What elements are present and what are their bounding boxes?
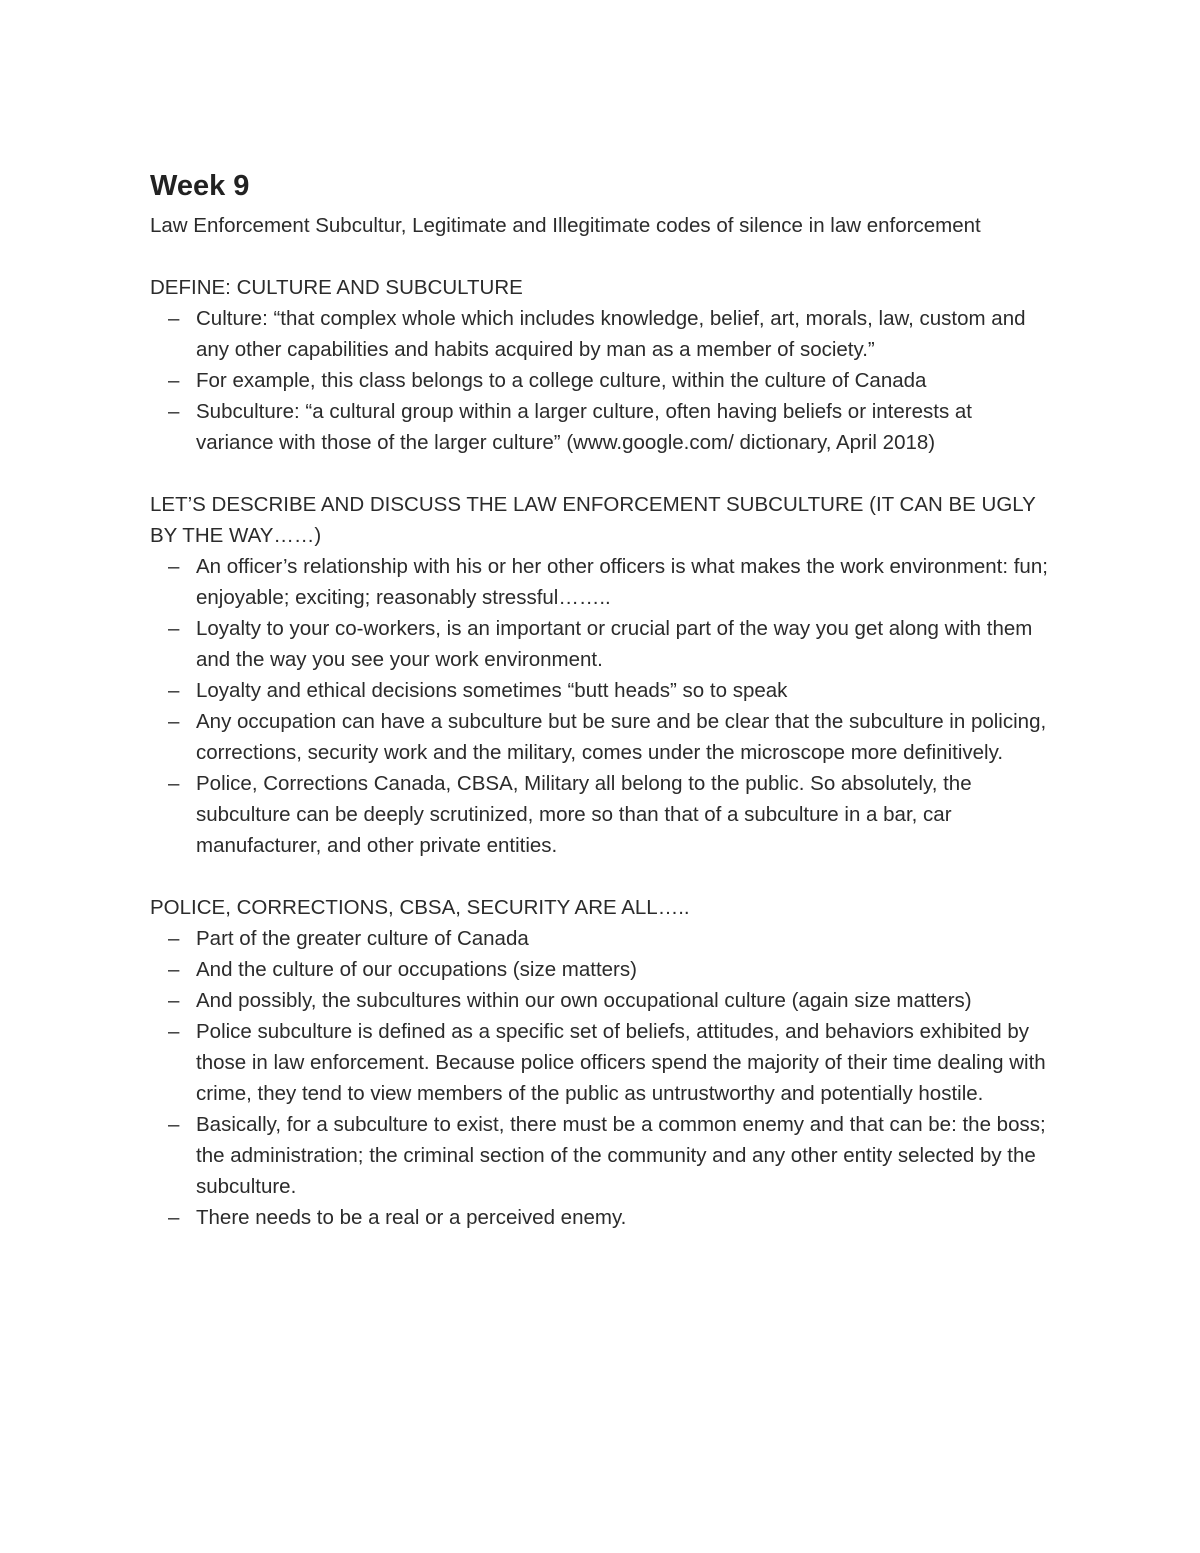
list-item xyxy=(150,1109,1055,1202)
section-heading: LET’S DESCRIBE AND DISCUSS THE LAW ENFORCEMENT SUBCULTURE (IT CAN BE UGLY BY THE WAY……) xyxy=(150,493,1036,547)
list-item-text: For example, this class belongs to a college culture, within the culture of Canada xyxy=(196,369,927,392)
list-item xyxy=(150,923,1055,954)
list-item-text: Any occupation can have a subculture but be sure and be clear that the subculture in policing, corrections, security work and the military, comes under the microscope more definitively. xyxy=(196,710,1047,764)
list-item xyxy=(150,303,1055,365)
section-law-enforcement-subculture xyxy=(150,489,1055,861)
dash-bullet-icon: – xyxy=(168,1206,180,1229)
list-item xyxy=(150,365,1055,396)
list-item xyxy=(150,1016,1055,1109)
dash-bullet-icon: – xyxy=(168,307,180,330)
bullet-list xyxy=(150,923,1055,1233)
bullet-list xyxy=(150,303,1055,458)
dash-bullet-icon: – xyxy=(168,772,180,795)
dash-bullet-icon: – xyxy=(168,369,180,392)
list-item-text: Subculture: “a cultural group within a larger culture, often having beliefs or interests at variance with those of the larger culture” (www.google.com/ dictionary, April 2018) xyxy=(196,400,972,454)
list-item-text: And possibly, the subcultures within our own occupational culture (again size matters) xyxy=(196,989,972,1012)
list-item xyxy=(150,768,1055,861)
list-item-text: Police, Corrections Canada, CBSA, Military all belong to the public. So absolutely, the subculture can be deeply scrutinized, more so than that of a subculture in a bar, car manufacturer, and other private entities. xyxy=(196,772,972,857)
list-item xyxy=(150,985,1055,1016)
list-item-text: Basically, for a subculture to exist, there must be a common enemy and that can be: the boss; the administration; the criminal section of the community and any other entity selected by the subculture. xyxy=(196,1113,1046,1198)
dash-bullet-icon: – xyxy=(168,1113,180,1136)
dash-bullet-icon: – xyxy=(168,989,180,1012)
dash-bullet-icon: – xyxy=(168,555,180,578)
list-item-text: There needs to be a real or a perceived enemy. xyxy=(196,1206,627,1229)
list-item xyxy=(150,706,1055,768)
dash-bullet-icon: – xyxy=(168,958,180,981)
list-item xyxy=(150,396,1055,458)
list-item-text: Part of the greater culture of Canada xyxy=(196,927,529,950)
dash-bullet-icon: – xyxy=(168,617,180,640)
page-subtitle: Law Enforcement Subcultur, Legitimate and Illegitimate codes of silence in law enforcement xyxy=(150,214,981,237)
bullet-list xyxy=(150,551,1055,861)
page-title: Week 9 xyxy=(150,170,250,202)
list-item-text: Police subculture is defined as a specific set of beliefs, attitudes, and behaviors exhibited by those in law enforcement. Because police officers spend the majority of their time dealing with crime, they tend to view members of the public as untrustworthy and potentially hostile. xyxy=(196,1020,1046,1105)
list-item-text: An officer’s relationship with his or her other officers is what makes the work environment: fun; enjoyable; exciting; reasonably stressful…….. xyxy=(196,555,1048,609)
list-item xyxy=(150,954,1055,985)
list-item xyxy=(150,551,1055,613)
dash-bullet-icon: – xyxy=(168,679,180,702)
section-police-corrections xyxy=(150,892,1055,1233)
section-heading: DEFINE: CULTURE AND SUBCULTURE xyxy=(150,276,523,299)
document-page xyxy=(150,168,1055,1264)
section-define-culture xyxy=(150,272,1055,458)
dash-bullet-icon: – xyxy=(168,927,180,950)
list-item-text: And the culture of our occupations (size matters) xyxy=(196,958,637,981)
list-item xyxy=(150,675,1055,706)
dash-bullet-icon: – xyxy=(168,710,180,733)
list-item-text: Loyalty to your co-workers, is an important or crucial part of the way you get along with them and the way you see your work environment. xyxy=(196,617,1033,671)
section-heading: POLICE, CORRECTIONS, CBSA, SECURITY ARE ALL….. xyxy=(150,896,690,919)
list-item xyxy=(150,1202,1055,1233)
list-item-text: Culture: “that complex whole which includes knowledge, belief, art, morals, law, custom and any other capabilities and habits acquired by man as a member of society.” xyxy=(196,307,1026,361)
list-item-text: Loyalty and ethical decisions sometimes “butt heads” so to speak xyxy=(196,679,788,702)
dash-bullet-icon: – xyxy=(168,1020,180,1043)
list-item xyxy=(150,613,1055,675)
dash-bullet-icon: – xyxy=(168,400,180,423)
